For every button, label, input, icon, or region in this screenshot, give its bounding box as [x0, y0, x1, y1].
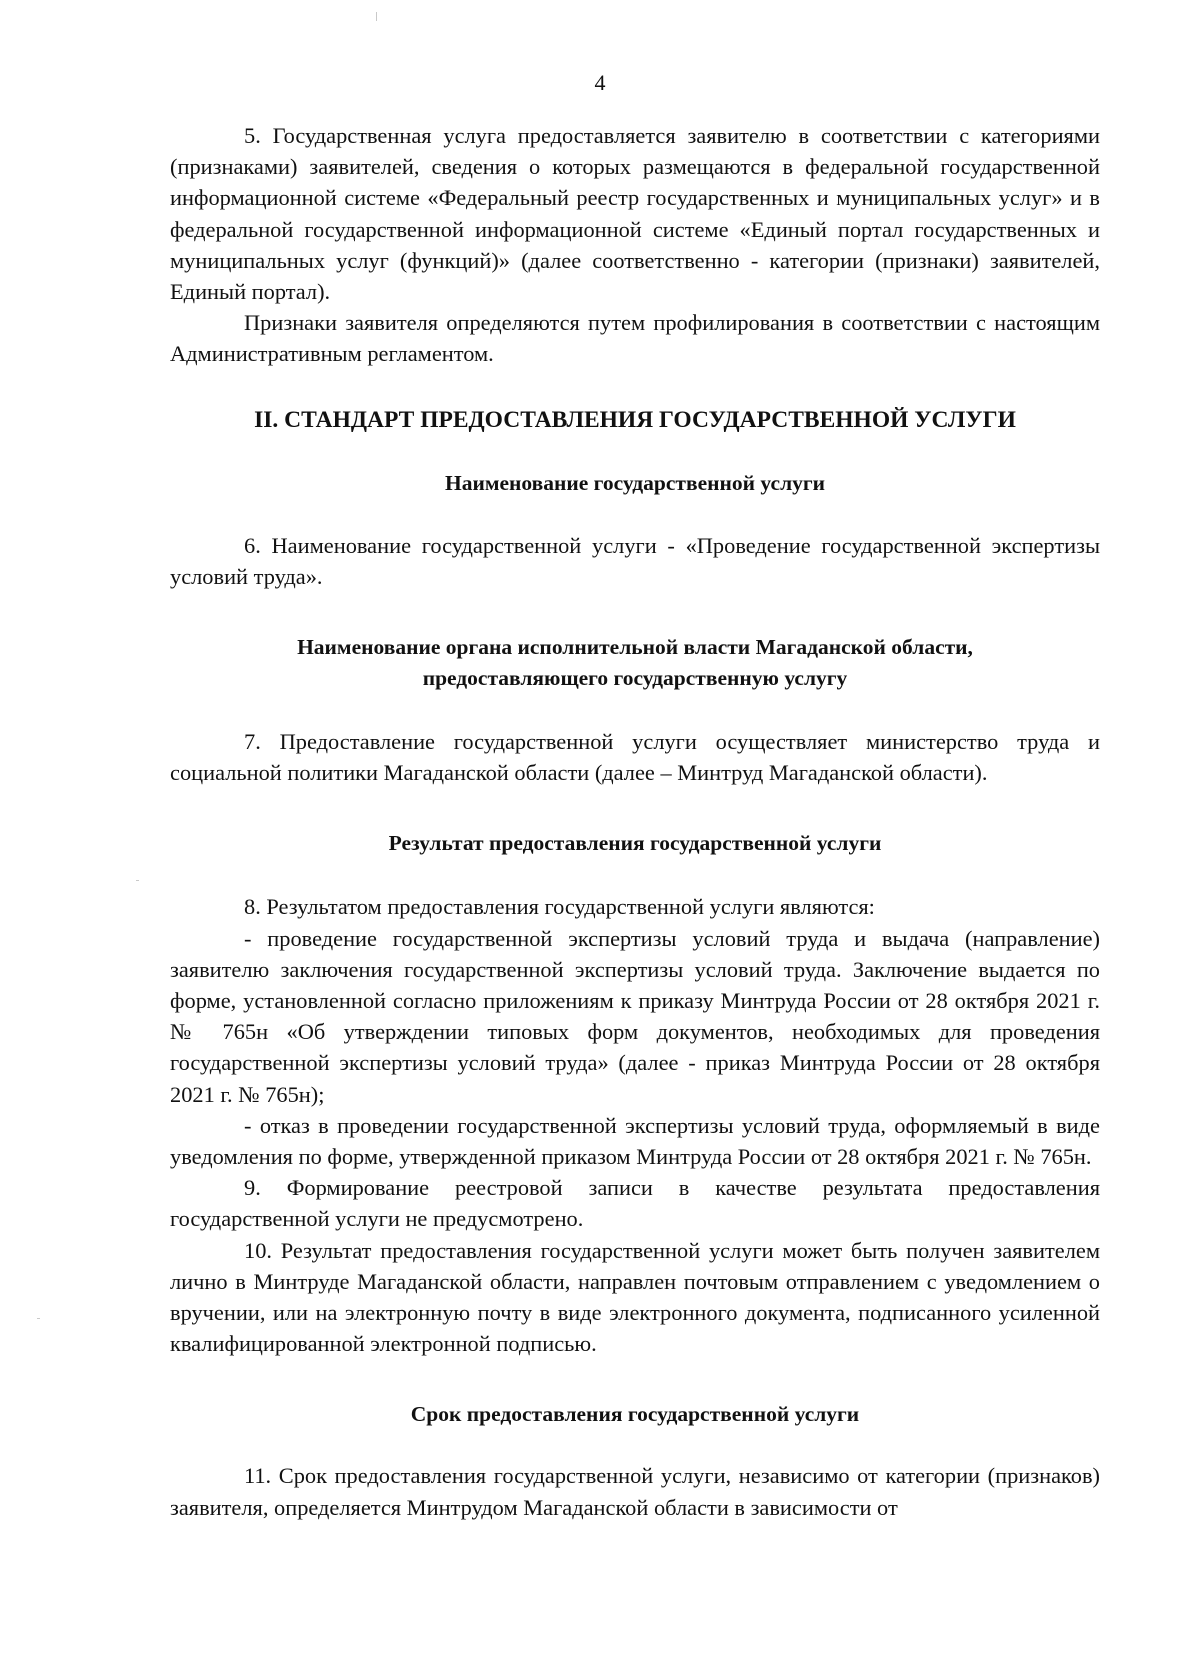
- paragraph-10: 10. Результат предоставления государственной услуги может быть получен заявителем лично в Минтруде Магаданской области, направлен почтовым отправлением с уведомлением о вручении, или на электронную почту в виде электронного документа, подписанного усиленной квалифицированной электронной подписью.: [170, 1237, 1100, 1357]
- heading-service-name: Наименование государственной услуги: [444, 470, 826, 495]
- paragraph-8-item-2: - отказ в проведении государственной экспертизы условий труда, оформляемый в виде уведомления по форме, утвержденной приказом Минтруда России от 28 октября 2021 г. № 765н.: [170, 1112, 1100, 1170]
- heading-authority-line-2: предоставляющего государственную услугу: [422, 666, 848, 691]
- scan-mark-left-2: [37, 1318, 40, 1319]
- page-number: 4: [594, 70, 606, 95]
- paragraph-11: 11. Срок предоставления государственной услуги, независимо от категории (признаков) заявителя, определяется Минтрудом Магаданской области в зависимости от: [170, 1463, 1100, 1520]
- document-body: [170, 120, 1100, 1523]
- scan-mark-top: [376, 12, 377, 21]
- heading-authority-line-1: Наименование органа исполнительной власти Магаданской области,: [297, 635, 973, 660]
- paragraph-applicant-features: Признаки заявителя определяются путем профилирования в соответствии с настоящим Административным регламентом.: [170, 310, 1100, 367]
- paragraph-8: 8. Результатом предоставления государственной услуги являются:: [244, 894, 875, 920]
- section-title: II. СТАНДАРТ ПРЕДОСТАВЛЕНИЯ ГОСУДАРСТВЕННОЙ УСЛУГИ: [254, 406, 1016, 433]
- paragraph-5: 5. Государственная услуга предоставляется заявителю в соответствии с категориями (признаками) заявителей, сведения о которых размещаются в федеральной государственной информационной системе «Федеральный реестр государственных и муниципальных услуг» и в федеральной государственной информационной системе «Единый портал государственных и муниципальных услуг (функций)» (далее соответственно - категории (признаки) заявителей, Единый портал).: [170, 123, 1100, 305]
- paragraph-9: 9. Формирование реестровой записи в качестве результата предоставления государственной услуги не предусмотрено.: [170, 1175, 1100, 1232]
- paragraph-7: 7. Предоставление государственной услуги осуществляет министерство труда и социальной политики Магаданской области (далее – Минтруд Магаданской области).: [170, 729, 1100, 786]
- heading-authority: [170, 632, 1100, 694]
- heading-term: Срок предоставления государственной услуги: [410, 1402, 860, 1427]
- paragraph-6: 6. Наименование государственной услуги - «Проведение государственной экспертизы условий труда».: [170, 532, 1100, 589]
- heading-result: Результат предоставления государственной услуги: [388, 831, 882, 856]
- scan-mark-left-1: [136, 880, 139, 881]
- paragraph-8-item-1: - проведение государственной экспертизы условий труда и выдача (направление) заявителю заключения государственной экспертизы условий труда. Заключение выдается по форме, установленной согласно приложениям к приказу Минтруда России от 28 октября 2021 г. № 765н «Об утверждении типовых форм документов, необходимых для проведения государственной экспертизы условий труда» (далее - приказ Минтруда России от 28 октября 2021 г. № 765н);: [170, 925, 1100, 1107]
